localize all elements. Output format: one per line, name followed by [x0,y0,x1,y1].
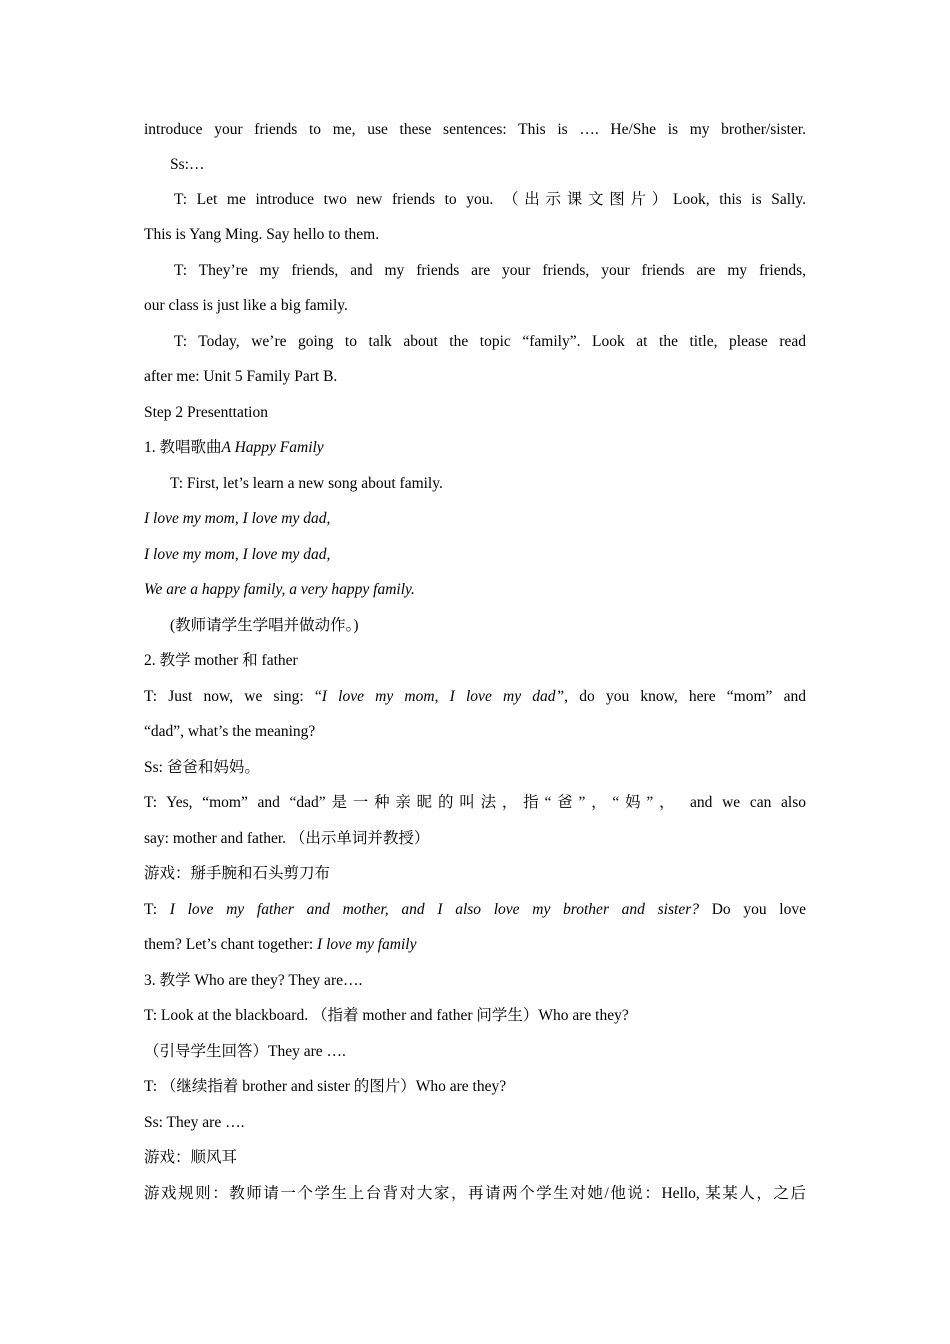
text-line: This is Yang Ming. Say hello to them. [144,226,380,243]
text-line: 游戏：掰手腕和石头剪刀布 [144,865,331,882]
text-line: T: Look at the blackboard. （指着 mother and father 问学生）Who are they? [144,1007,629,1024]
lyric-line [144,537,806,573]
lyric-line [144,572,806,608]
text-span: T: Just now, we sing: “ [144,687,322,705]
text-line: introduce your friends to me, use these sentences: This is …. He/She is my brother/sister. [144,121,806,138]
text-line: after me: Unit 5 Family Part B. [144,368,338,385]
text-line [144,679,806,715]
text-line: T: They’re my friends, and my friends are your friends, your friends are my friends, [174,261,806,279]
lyric-text: I love my mom, I love my dad, [144,545,331,563]
text-line [144,430,806,466]
text-span: 1. 教唱歌曲 [144,439,222,456]
text-span: do you know, here “mom” and [568,687,806,705]
lyric-text: I love my mom, I love my dad, [144,510,331,527]
text-span: them? Let’s chant together: [144,936,318,953]
text-line: T: Let me introduce two new friends to you. （出示课文图片）Look, this is Sally. [174,190,806,208]
section-heading: Step 2 Presenttation [144,403,268,421]
text-span-italic: I love my father and mother, and I also love my brother and sister? [169,900,699,918]
text-line: our class is just like a big family. [144,297,348,314]
text-line: Ss: They are …. [144,1113,245,1131]
text-line: (教师请学生学唱并做动作。) [170,616,359,634]
text-line: （引导学生回答）They are …. [144,1042,346,1060]
lyric-line [144,501,806,537]
chant-title: I love my family [317,936,417,953]
text-line: say: mother and father. （出示单词并教授） [144,829,430,847]
text-span: T: [144,900,170,918]
text-line [144,927,806,963]
text-line: T: Yes, “mom” and “dad”是一种亲昵的叫法，指“爸”，“妈”， and we can also [144,794,806,811]
text-span: Do you love [698,900,806,918]
text-line: 2. 教学 mother 和 father [144,652,298,669]
text-span-italic: I love my mom, I love my dad”, [321,687,569,705]
document-page [144,112,806,1211]
text-line: T: First, let’s learn a new song about family. [170,474,443,492]
text-line: T: （继续指着 brother and sister 的图片）Who are they? [144,1078,507,1095]
lyric-text: We are a happy family, a very happy family. [144,581,415,598]
text-line [144,892,806,928]
text-line: “dad”, what’s the meaning? [144,723,316,740]
text-line: T: Today, we’re going to talk about the topic “family”. Look at the title, please read [174,332,806,350]
text-line: Ss:… [170,155,205,173]
text-line: 游戏：顺风耳 [144,1149,238,1166]
text-line: 游戏规则：教师请一个学生上台背对大家，再请两个学生对她/他说：Hello, 某某人，之后 [144,1184,806,1202]
song-title: A Happy Family [221,439,324,456]
text-line: Ss: 爸爸和妈妈。 [144,758,260,776]
text-line: 3. 教学 Who are they? They are…. [144,971,363,989]
